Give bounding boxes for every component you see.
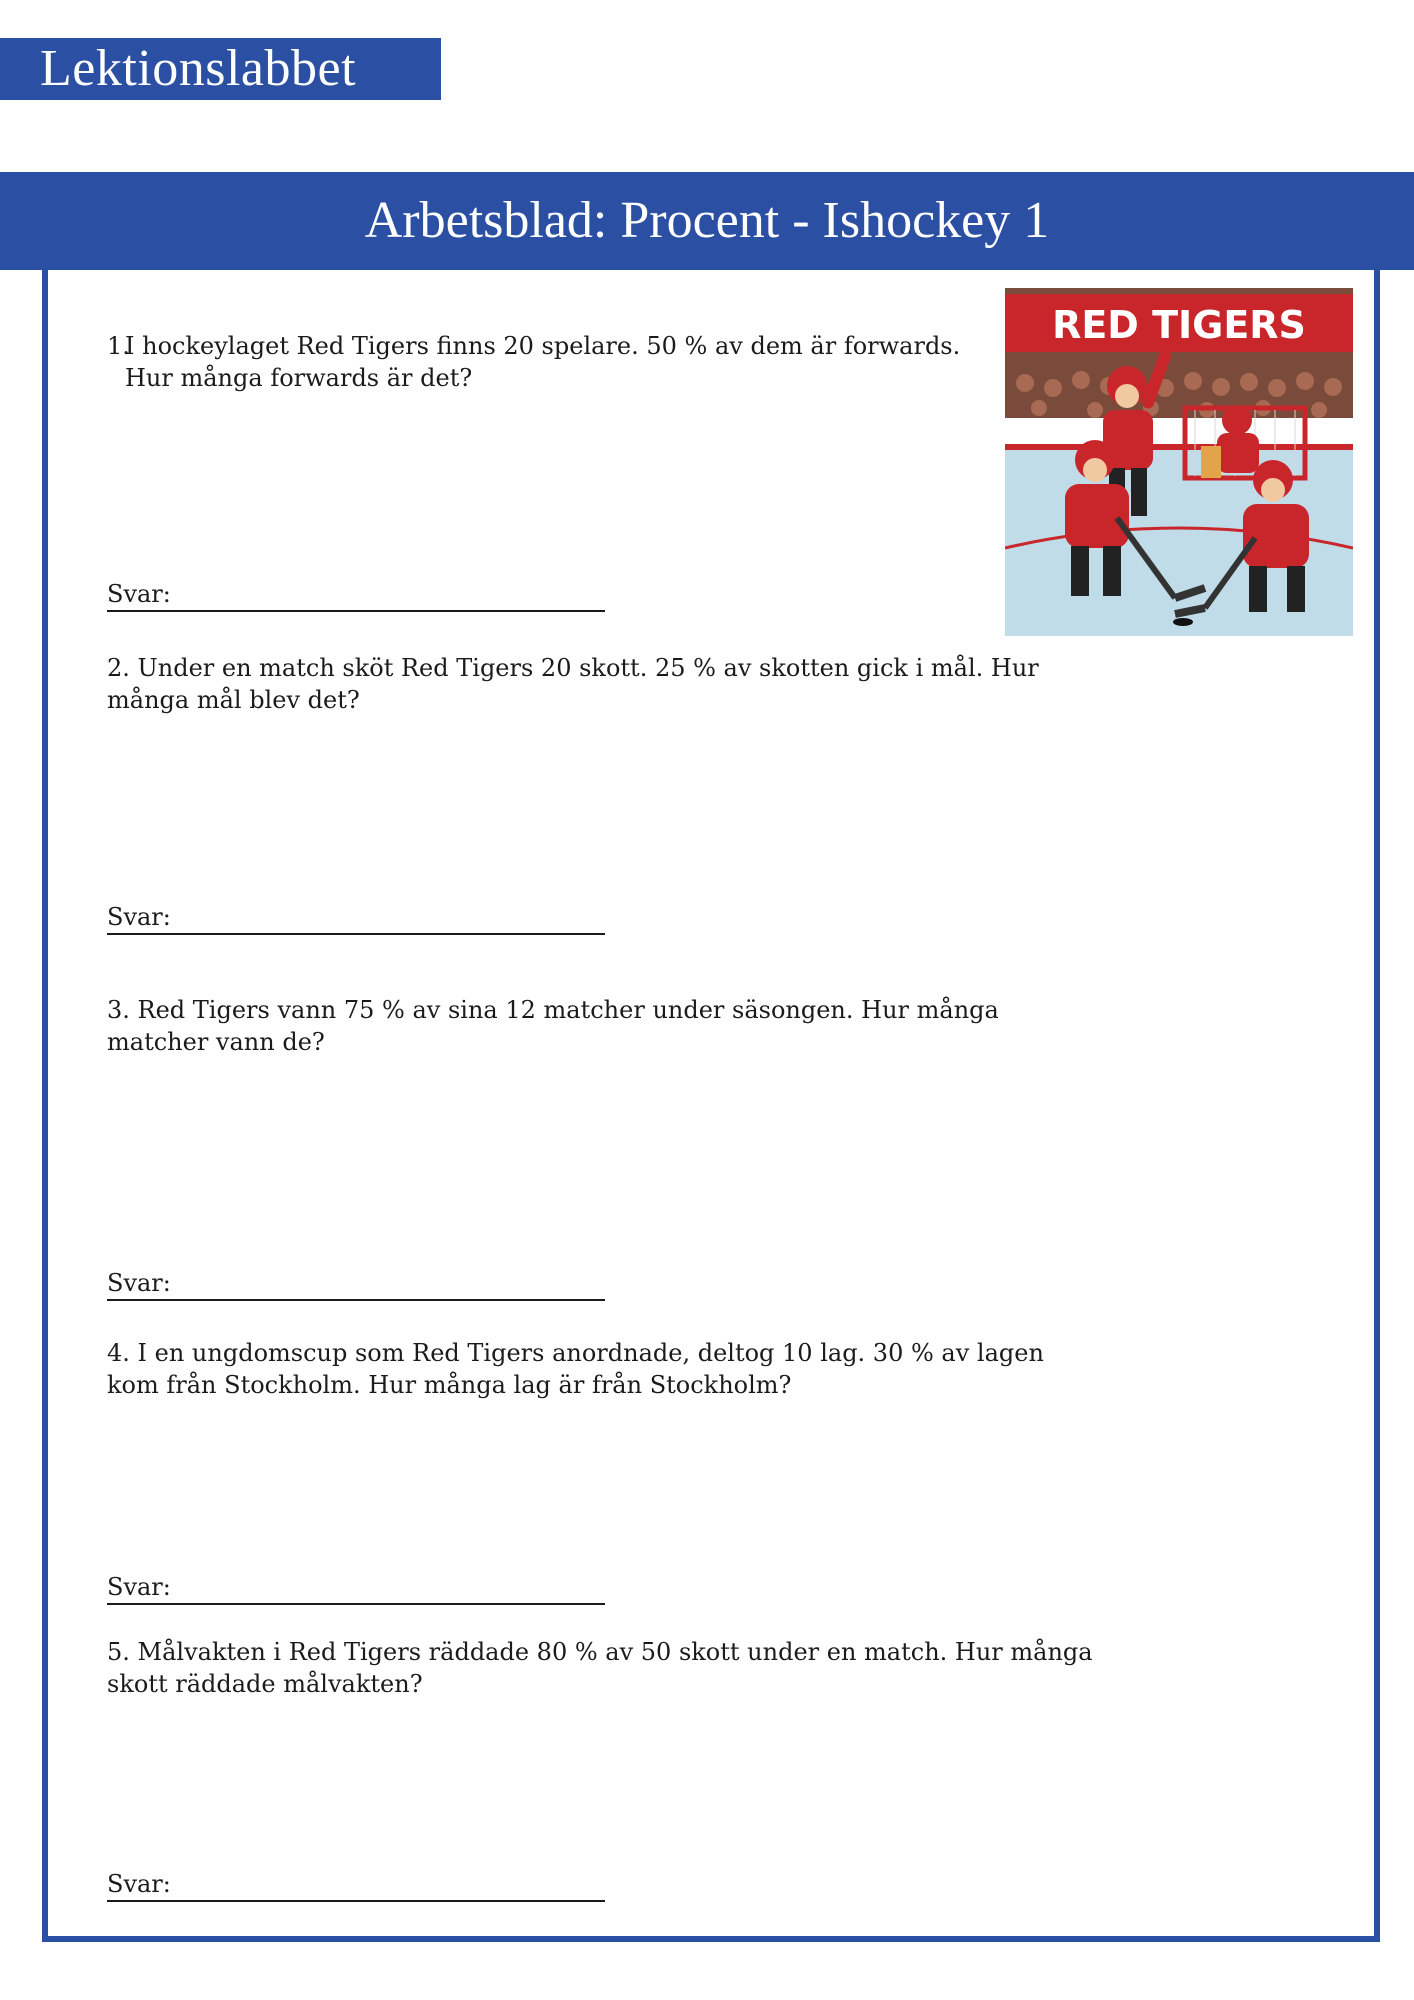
question-5: 5. Målvakten i Red Tigers räddade 80 % av 50 skott under en match. Hur många skott räddade målvakten? <box>107 1638 1093 1698</box>
question-3: 3. Red Tigers vann 75 % av sina 12 matcher under säsongen. Hur många matcher vann de? <box>107 996 999 1056</box>
answer-line-3[interactable] <box>107 1267 605 1301</box>
question-1-line-1: I hockeylaget Red Tigers finns 20 spelare. 50 % av dem är forwards. <box>125 332 961 360</box>
banner-text: RED TIGERS <box>1052 303 1306 347</box>
answer-label: Svar: <box>107 1269 171 1297</box>
worksheet-title: Arbetsblad: Procent - Ishockey 1 <box>0 172 1414 270</box>
answer-line-1[interactable] <box>107 578 605 612</box>
brand-logo: Lektionslabbet <box>0 38 441 100</box>
question-1-line-2: Hur många forwards är det? <box>125 364 473 392</box>
question-4: 4. I en ungdomscup som Red Tigers anordnade, deltog 10 lag. 30 % av lagen kom från Stockholm. Hur många lag är från Stockholm? <box>107 1339 1044 1399</box>
answer-label: Svar: <box>107 1870 171 1898</box>
answer-line-5[interactable] <box>107 1868 605 1902</box>
question-2: 2. Under en match sköt Red Tigers 20 skott. 25 % av skotten gick i mål. Hur många mål blev det? <box>107 654 1039 714</box>
question-1-number: 1. <box>107 332 130 360</box>
answer-line-4[interactable] <box>107 1571 605 1605</box>
answer-line-2[interactable] <box>107 901 605 935</box>
question-1 <box>107 330 1007 394</box>
answer-label: Svar: <box>107 1573 171 1601</box>
answer-label: Svar: <box>107 580 171 608</box>
red-tigers-illustration <box>1005 288 1353 636</box>
answer-label: Svar: <box>107 903 171 931</box>
